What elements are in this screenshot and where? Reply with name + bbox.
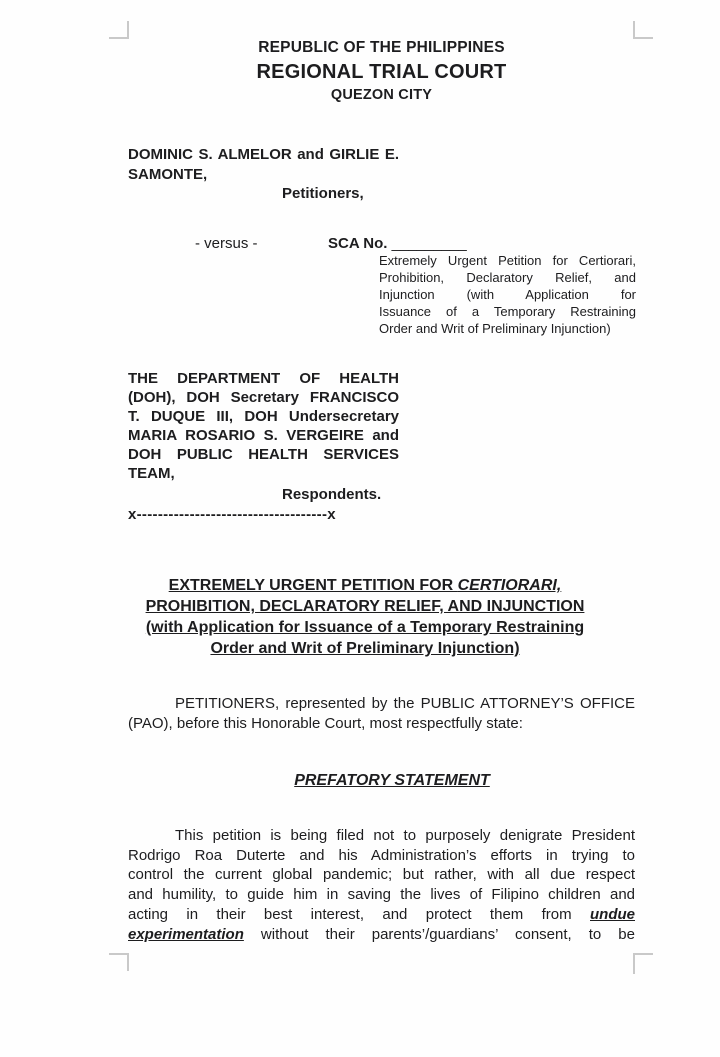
case-number-label: SCA No.: [328, 235, 388, 252]
case-description-line: Extremely Urgent Petition for Certiorari,: [379, 253, 636, 268]
petitioner-name-line: DOMINIC S. ALMELOR and GIRLIE E.: [128, 146, 399, 163]
prefatory-paragraph: [128, 826, 635, 944]
prefatory-paragraph-line: experimentation without their parents’/guardians’ consent, to be: [128, 925, 635, 943]
respondent-role: Respondents.: [282, 486, 382, 503]
opening-paragraph-line: (PAO), before this Honorable Court, most respectfully state:: [128, 714, 523, 732]
registration-mark-bottom-left: [109, 953, 129, 971]
petition-title-line: (with Application for Issuance of a Temporary Restraining: [145, 619, 585, 636]
respondent-name-line: MARIA ROSARIO S. VERGEIRE and: [128, 427, 399, 444]
respondent-names: [128, 369, 399, 483]
prefatory-paragraph-line: Rodrigo Roa Duterte and his Administration’s efforts in trying to: [128, 846, 635, 864]
petition-title-line: Order and Writ of Preliminary Injunction): [210, 640, 520, 657]
case-description: [379, 252, 636, 337]
petition-title-line: EXTREMELY URGENT PETITION FOR CERTIORARI,: [168, 577, 562, 594]
versus-label: - versus -: [195, 235, 258, 252]
opening-paragraph-line: PETITIONERS, represented by the PUBLIC ATTORNEY’S OFFICE: [175, 695, 635, 712]
petitioner-names: [128, 145, 399, 184]
case-description-line: Prohibition, Declaratory Relief, and: [379, 270, 636, 285]
court-name: REGIONAL TRIAL COURT: [256, 61, 507, 83]
prefatory-paragraph-line: This petition is being filed not to purposely denigrate President: [175, 827, 635, 844]
prefatory-heading-text: PREFATORY STATEMENT: [294, 772, 490, 789]
case-description-line: Injunction (with Application for: [379, 287, 636, 302]
registration-mark-bottom-right: [633, 953, 653, 974]
registration-mark-top-left: [109, 21, 129, 39]
petitioner-role: Petitioners,: [282, 185, 364, 202]
case-number-blank: _________: [391, 235, 467, 252]
case-number: [328, 235, 467, 252]
registration-mark-top-right: [633, 21, 653, 39]
prefatory-paragraph-line: control the current global pandemic; but rather, with all due respect: [128, 866, 635, 884]
court-header: [128, 37, 635, 105]
respondent-name-line: (DOH), DOH Secretary FRANCISCO: [128, 389, 399, 406]
prefatory-paragraph-line: acting in their best interest, and protect them from undue: [128, 905, 635, 923]
case-caption-divider: x------------------------------------x: [128, 506, 336, 523]
court-city: QUEZON CITY: [330, 87, 433, 103]
opening-paragraph: [128, 694, 635, 733]
respondent-name-line: T. DUQUE III, DOH Undersecretary: [128, 408, 399, 425]
prefatory-paragraph-line: and humility, to guide him in saving the lives of Filipino children and: [128, 886, 635, 904]
case-description-line: Order and Writ of Preliminary Injunction): [379, 321, 611, 336]
respondent-name-line: THE DEPARTMENT OF HEALTH: [128, 370, 399, 387]
case-description-line: Issuance of a Temporary Restraining: [379, 304, 636, 319]
petition-title-line: PROHIBITION, DECLARATORY RELIEF, AND INJUNCTION: [145, 598, 585, 615]
republic-line: REPUBLIC OF THE PHILIPPINES: [258, 39, 505, 56]
respondent-name-line: TEAM,: [128, 465, 175, 482]
prefatory-heading: [128, 772, 656, 790]
petition-title: [78, 575, 652, 659]
petitioner-name-line: SAMONTE,: [128, 165, 208, 183]
respondent-name-line: DOH PUBLIC HEALTH SERVICES: [128, 446, 399, 463]
